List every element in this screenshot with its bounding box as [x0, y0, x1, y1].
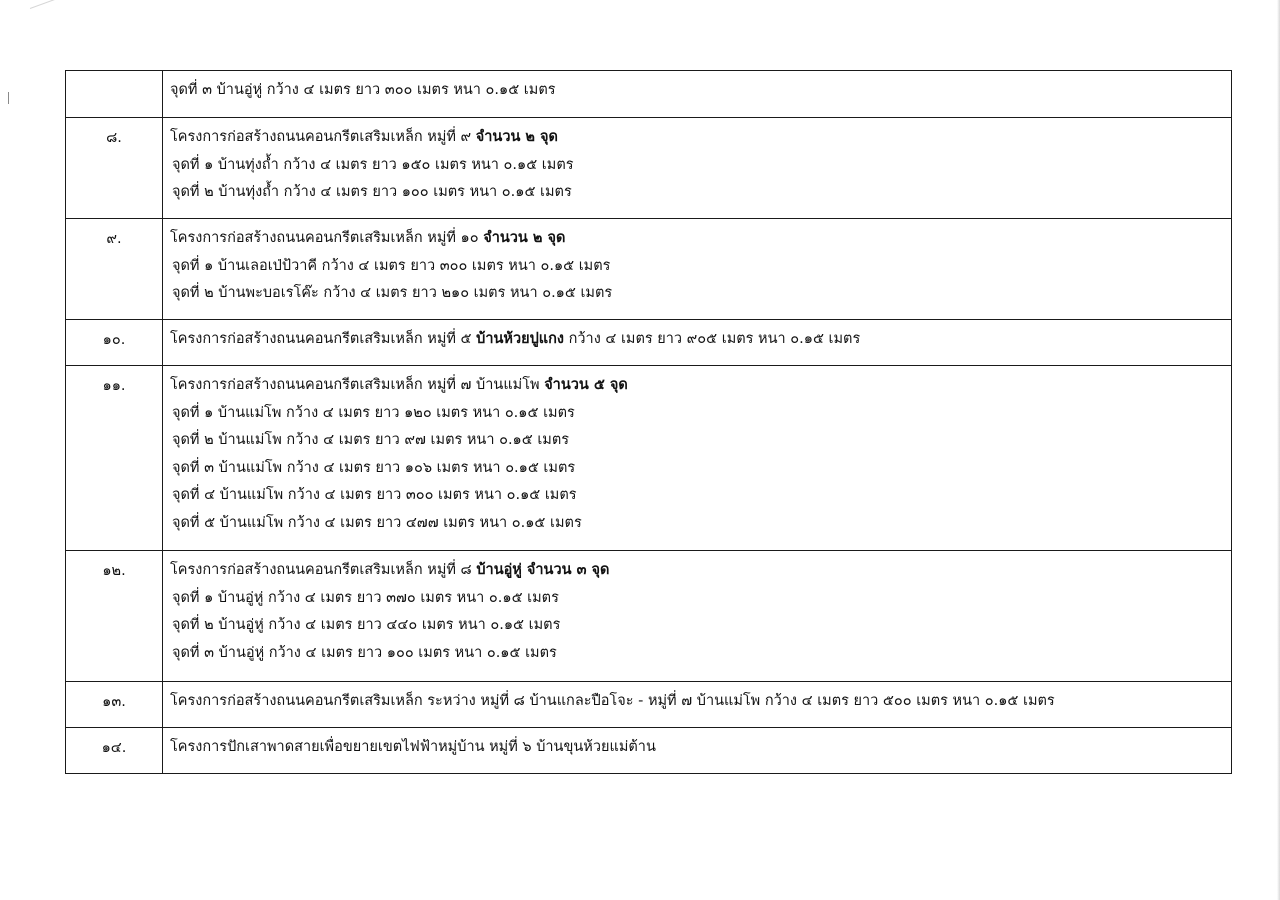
project-title-line — [170, 557, 1231, 585]
table-row — [66, 728, 1232, 774]
line-text: จุดที่ ๓ บ้านแม่โพ กว้าง ๔ เมตร ยาว ๑๐๖ เมตร หนา ๐.๑๕ เมตร — [172, 459, 576, 476]
project-table-body — [66, 71, 1232, 774]
project-point-line — [170, 585, 1231, 613]
line-text: จุดที่ ๒ บ้านทุ่งถ้ำ กว้าง ๔ เมตร ยาว ๑๐๐ เมตร หนา ๐.๑๕ เมตร — [172, 184, 572, 200]
table-row — [66, 71, 1232, 118]
row-number: ๙. — [66, 219, 163, 320]
row-number: ๑๐. — [66, 320, 163, 366]
table-row — [66, 118, 1232, 219]
line-text: จุดที่ ๑ บ้านแม่โพ กว้าง ๔ เมตร ยาว ๑๒๐ เมตร หนา ๐.๑๕ เมตร — [172, 404, 575, 421]
table-row — [66, 682, 1232, 728]
row-number — [66, 71, 163, 118]
project-title-line — [170, 372, 1231, 400]
project-table — [65, 70, 1232, 774]
emphasis-text: จำนวน ๕ จุด — [544, 377, 628, 393]
line-text: โครงการก่อสร้างถนนคอนกรีตเสริมเหล็ก หมู่ที่ ๙ — [170, 129, 476, 145]
project-point-line — [170, 152, 1231, 180]
emphasis-text: จำนวน ๒ จุด — [483, 230, 566, 246]
line-text: จุดที่ ๓ บ้านอู่หู่ กว้าง ๔ เมตร ยาว ๑๐๐ เมตร หนา ๐.๑๕ เมตร — [172, 644, 557, 661]
line-text: โครงการก่อสร้างถนนคอนกรีตเสริมเหล็ก หมู่ที่ ๑๐ — [170, 230, 484, 246]
line-text: โครงการก่อสร้างถนนคอนกรีตเสริมเหล็ก หมู่ที่ ๕ — [170, 331, 477, 347]
project-point-line — [170, 510, 1231, 538]
project-point-line — [170, 253, 1231, 281]
project-description — [163, 71, 1232, 118]
table-row — [66, 551, 1232, 682]
line-text: จุดที่ ๑ บ้านทุ่งถ้ำ กว้าง ๔ เมตร ยาว ๑๕๐ เมตร หนา ๐.๑๕ เมตร — [172, 156, 574, 173]
project-point-line — [170, 612, 1231, 640]
line-text: จุดที่ ๔ บ้านแม่โพ กว้าง ๔ เมตร ยาว ๓๐๐ เมตร หนา ๐.๑๕ เมตร — [172, 487, 577, 503]
project-point-line — [170, 280, 1231, 308]
line-text: โครงการก่อสร้างถนนคอนกรีตเสริมเหล็ก หมู่ที่ ๗ บ้านแม่โพ — [170, 377, 545, 393]
project-title-line — [170, 124, 1231, 152]
project-point-line — [170, 455, 1231, 483]
project-point-line — [170, 640, 1231, 668]
project-title-line — [170, 77, 1231, 105]
line-text: จุดที่ ๒ บ้านอู่หู่ กว้าง ๔ เมตร ยาว ๔๔๐ เมตร หนา ๐.๑๕ เมตร — [172, 617, 561, 633]
project-description — [163, 320, 1232, 366]
emphasis-text: จำนวน ๒ จุด — [475, 129, 558, 145]
row-number: ๑๔. — [66, 728, 163, 774]
table-row — [66, 320, 1232, 366]
line-text: โครงการก่อสร้างถนนคอนกรีตเสริมเหล็ก ระหว่าง หมู่ที่ ๘ บ้านแกละปือโจะ - หมู่ที่ ๗ บ้านแม่โพ กว้าง ๔ เมตร ยาว ๕๐๐ เมตร หนา ๐.๑๕ เมตร — [170, 693, 1055, 709]
project-title-line — [170, 688, 1231, 716]
row-number: ๑๓. — [66, 682, 163, 728]
line-text: กว้าง ๔ เมตร ยาว ๙๐๕ เมตร หนา ๐.๑๕ เมตร — [564, 331, 861, 347]
project-point-line — [170, 179, 1231, 207]
project-description — [163, 219, 1232, 320]
project-point-line — [170, 482, 1231, 510]
project-title-line — [170, 734, 1231, 762]
project-title-line — [170, 326, 1231, 354]
row-number: ๑๑. — [66, 366, 163, 551]
line-text: จุดที่ ๓ บ้านอู่หู่ กว้าง ๔ เมตร ยาว ๓๐๐ เมตร หนา ๐.๑๕ เมตร — [170, 82, 556, 98]
table-row — [66, 219, 1232, 320]
project-title-line — [170, 225, 1231, 253]
scan-artifact-streak — [30, 0, 181, 9]
line-text: จุดที่ ๑ บ้านเลอเป่ป้วาคี กว้าง ๔ เมตร ยาว ๓๐๐ เมตร หนา ๐.๑๕ เมตร — [172, 257, 611, 274]
project-description — [163, 366, 1232, 551]
project-description — [163, 118, 1232, 219]
emphasis-text: บ้านห้วยปูแกง — [476, 331, 565, 347]
line-text: โครงการปักเสาพาดสายเพื่อขยายเขตไฟฟ้าหมู่บ้าน หมู่ที่ ๖ บ้านขุนห้วยแม่ต้าน — [170, 739, 656, 755]
table-row — [66, 366, 1232, 551]
row-number: ๑๒. — [66, 551, 163, 682]
line-text: โครงการก่อสร้างถนนคอนกรีตเสริมเหล็ก หมู่ที่ ๘ — [170, 562, 477, 578]
emphasis-text: บ้านอู่หู่ จำนวน ๓ จุด — [476, 562, 610, 578]
project-point-line — [170, 400, 1231, 428]
row-number: ๘. — [66, 118, 163, 219]
line-text: จุดที่ ๒ บ้านพะบอเรโค๊ะ กว้าง ๔ เมตร ยาว ๒๑๐ เมตร หนา ๐.๑๕ เมตร — [172, 285, 613, 301]
project-point-line — [170, 427, 1231, 455]
line-text: จุดที่ ๕ บ้านแม่โพ กว้าง ๔ เมตร ยาว ๔๗๗ เมตร หนา ๐.๑๕ เมตร — [172, 514, 582, 531]
project-description — [163, 551, 1232, 682]
project-description — [163, 728, 1232, 774]
scan-artifact-mark — [8, 92, 9, 104]
line-text: จุดที่ ๑ บ้านอู่หู่ กว้าง ๔ เมตร ยาว ๓๗๐ เมตร หนา ๐.๑๕ เมตร — [172, 589, 559, 606]
project-description — [163, 682, 1232, 728]
line-text: จุดที่ ๒ บ้านแม่โพ กว้าง ๔ เมตร ยาว ๙๗ เมตร หนา ๐.๑๕ เมตร — [172, 432, 570, 448]
